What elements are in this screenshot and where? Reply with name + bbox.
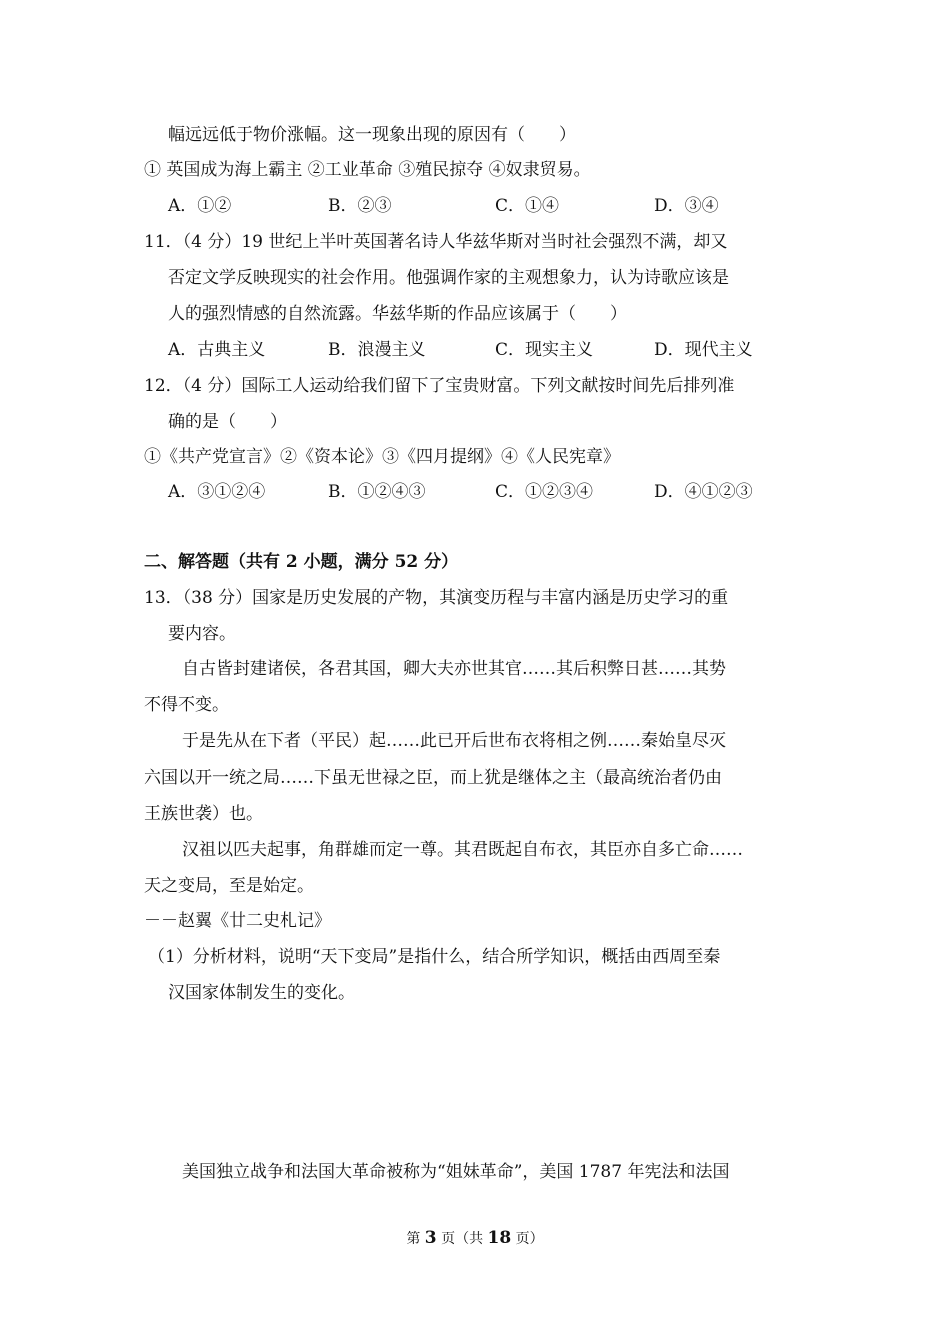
q13-material-p2-line1: 于是先从在下者（平民）起……此已开后世布衣将相之例……秦始皇尽灭 xyxy=(182,731,726,751)
q13-material-p4-line1: 美国独立战争和法国大革命被称为“姐妹革命”，美国 1787 年宪法和法国 xyxy=(182,1162,730,1182)
q12-option-a: A．③①②④ xyxy=(168,482,266,502)
q11-option-c: C．现实主义 xyxy=(495,340,594,360)
q10-stem-continuation: 幅远远低于物价涨幅。这一现象出现的原因有（ ） xyxy=(168,125,576,145)
q10-option-b: B．②③ xyxy=(328,196,392,216)
q12-option-c: C．①②③④ xyxy=(495,482,594,502)
q12-items: ①《共产党宣言》②《资本论》③《四月提纲》④《人民宪章》 xyxy=(144,447,620,467)
q10-option-d: D．③④ xyxy=(654,196,719,216)
q13-material-p1-line1: 自古皆封建诸侯，各君其国，卿大夫亦世其官……其后积弊日甚……其势 xyxy=(182,659,726,679)
q11-option-a: A．古典主义 xyxy=(168,340,266,360)
q11-option-d: D．现代主义 xyxy=(654,340,753,360)
page-footer xyxy=(0,1227,950,1250)
q13-subquestion-1-line2: 汉国家体制发生的变化。 xyxy=(168,983,355,1003)
q13-stem-line2: 要内容。 xyxy=(168,624,236,644)
q11-stem-line3: 人的强烈情感的自然流露。华兹华斯的作品应该属于（ ） xyxy=(168,304,627,324)
q11-option-b: B．浪漫主义 xyxy=(328,340,426,360)
q13-material-p3-line1: 汉祖以匹夫起事，角群雄而定一尊。其君既起自布衣，其臣亦自多亡命…… xyxy=(182,840,743,860)
q13-stem-line1: 13．（38 分）国家是历史发展的产物，其演变历程与丰富内涵是历史学习的重 xyxy=(144,588,729,608)
q10-option-a: A．①② xyxy=(168,196,232,216)
q12-stem-line1: 12．（4 分）国际工人运动给我们留下了宝贵财富。下列文献按时间先后排列准 xyxy=(144,376,735,396)
q13-material-p1-line2: 不得不变。 xyxy=(144,695,229,715)
footer-suffix: 页） xyxy=(511,1231,544,1247)
footer-page-number: 3 xyxy=(424,1228,437,1248)
q11-stem-line2: 否定文学反映现实的社会作用。他强调作家的主观想象力，认为诗歌应该是 xyxy=(168,268,729,288)
q12-option-d: D．④①②③ xyxy=(654,482,753,502)
q13-subquestion-1-line1: （1）分析材料，说明“天下变局”是指什么，结合所学知识，概括由西周至秦 xyxy=(148,947,721,967)
q12-stem-line2: 确的是（ ） xyxy=(168,412,287,432)
q10-items: ① 英国成为海上霸主 ②工业革命 ③殖民掠夺 ④奴隶贸易。 xyxy=(144,160,591,180)
q12-option-b: B．①②④③ xyxy=(328,482,426,502)
q11-stem-line1: 11．（4 分）19 世纪上半叶英国著名诗人华兹华斯对当时社会强烈不满，却又 xyxy=(144,232,728,252)
section-heading: 二、解答题（共有 2 小题，满分 52 分） xyxy=(144,552,459,572)
q13-material-p2-line3: 王族世袭）也。 xyxy=(144,804,263,824)
footer-prefix: 第 xyxy=(406,1231,425,1247)
q10-option-c: C．①④ xyxy=(495,196,560,216)
q13-material-p2-line2: 六国以开一统之局……下虽无世禄之臣，而上犹是继体之主（最高统治者仍由 xyxy=(144,768,722,788)
footer-total-pages: 18 xyxy=(487,1228,512,1248)
q13-material-source: －－赵翼《廿二史札记》 xyxy=(144,911,331,931)
q13-material-p3-line2: 天之变局，至是始定。 xyxy=(144,876,314,896)
footer-middle: 页（共 xyxy=(436,1231,488,1247)
